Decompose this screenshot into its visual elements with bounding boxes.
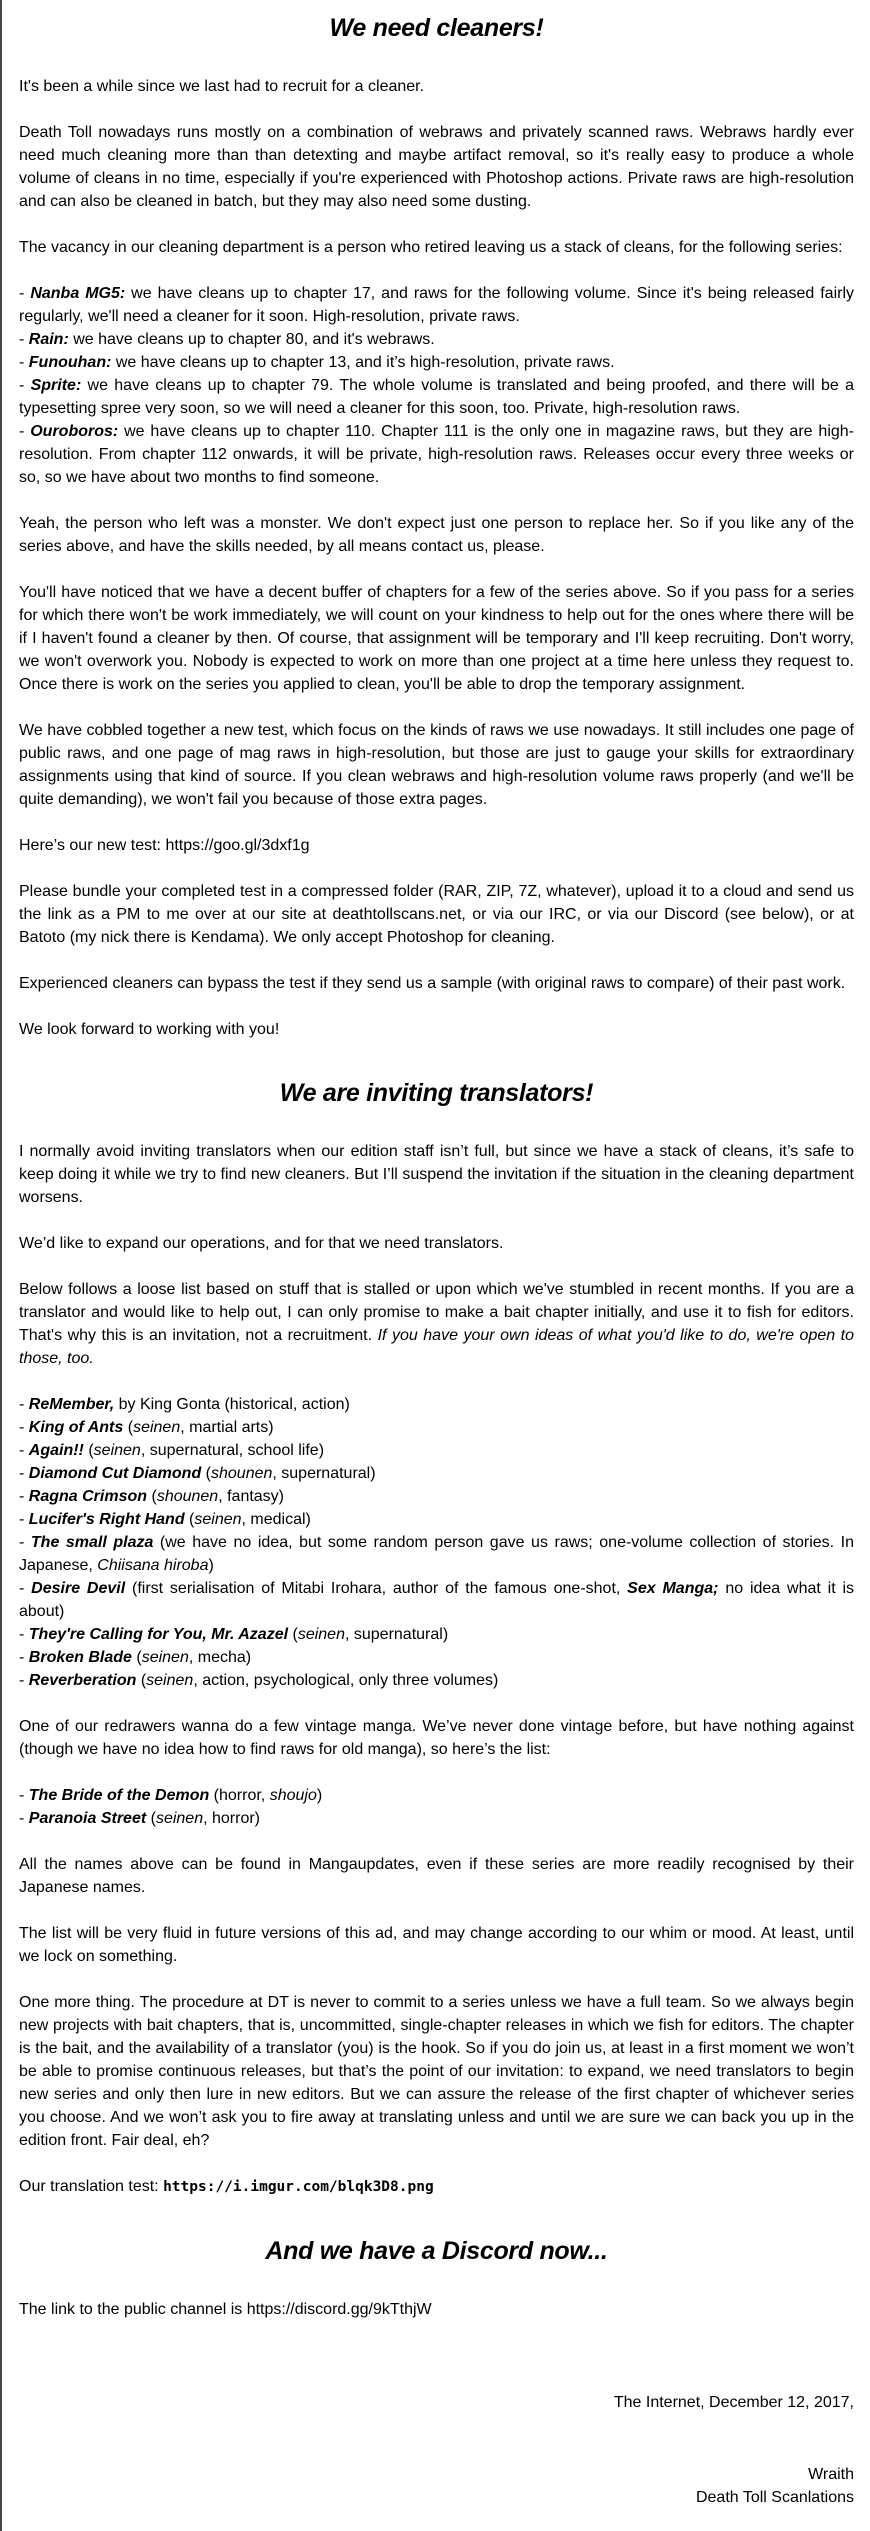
text-run: ( (136, 1672, 147, 1689)
text-run: , horror) (203, 1810, 261, 1827)
list-item-mr-azazel (19, 1623, 854, 1646)
text-run: https://i.imgur.com/blqk3D8.png (163, 2179, 434, 2195)
paragraph-new-test: We have cobbled together a new test, which focus on the kinds of raws we use nowadays. It still includes one page of public raws, and one page of mag raws in high-resolution, but those are just to gauge your skills for extraordinary assignments using that kind of source. If you clean webraws and high-resolution volume raws properly (and we'll be quite demanding), we won't fail you because of those extra pages. (19, 722, 854, 808)
text-run: seinen (155, 1810, 204, 1827)
text-run: - (19, 354, 29, 371)
list-item-reverberation (19, 1669, 854, 1692)
text-run: - (19, 1580, 32, 1597)
text-run: Rain: (28, 331, 69, 348)
text-run: ReMember, (28, 1396, 115, 1413)
list-item-king-of-ants (19, 1416, 854, 1439)
text-run: seinen (146, 1672, 194, 1689)
text-run: seinen (297, 1626, 345, 1643)
list-item-ouroboros (19, 420, 854, 489)
section-discord (19, 2237, 854, 2321)
text-run: ( (83, 1442, 94, 1459)
signature-date: The Internet, December 12, 2017, (613, 2394, 854, 2411)
text-run: , mecha) (188, 1649, 252, 1666)
text-run: Desire Devil (31, 1580, 126, 1597)
text-run: - (19, 1442, 29, 1459)
list-item-paranoia-street (19, 1807, 854, 1830)
text-run: Reverberation (28, 1672, 137, 1689)
paragraph-loose-list (19, 1278, 854, 1370)
text-run: - (19, 1787, 29, 1804)
paragraph-procedure: One more thing. The procedure at DT is never to commit to a series unless we have a full team. So we always begin new projects with bait chapters, that is, uncommitted, single-chapter releases in which we fish for editors. The chapter is the bait, and the availability of a translator (you) is the hook. So if you do join us, at least in a first moment we won’t be able to promise continuous releases, but that’s the point of our invitation: to expand, we need translators to begin new series and only then lure in new editors. But we can assure the release of the first chapter of whichever series you choose. And we won’t ask you to fire away at translating unless and until we are sure we can back you up in the edition front. Fair deal, eh? (19, 1994, 854, 2149)
text-run: we have cleans up to chapter 79. The whole volume is translated and being proofed, and there will be a typesetting spree very soon, so we will need a cleaner for this soon, too. Private, high-resolution raws. (19, 377, 855, 417)
text-run: Broken Blade (28, 1649, 132, 1666)
text-run: - (19, 1626, 29, 1643)
text-run: Paranoia Street (28, 1810, 147, 1827)
text-run: , supernatural, school life) (140, 1442, 325, 1459)
paragraph-mangaupdates: All the names above can be found in Mangaupdates, even if these series are more readily recognised by their Japanese names. (19, 1856, 854, 1896)
text-run: - (19, 1810, 29, 1827)
text-run: ( (184, 1511, 195, 1528)
text-run: , fantasy) (218, 1488, 285, 1505)
text-run: Lucifer's Right Hand (28, 1511, 185, 1528)
text-run: The small plaza (30, 1534, 154, 1551)
text-run: They're Calling for You, Mr. Azazel (28, 1626, 289, 1643)
paragraph-monster: Yeah, the person who left was a monster. We don't expect just one person to replace her. So if you like any of the series above, and have the skills needed, by all means contact us, please. (19, 515, 854, 555)
list-item-remember (19, 1393, 854, 1416)
text-run: , supernatural) (272, 1465, 376, 1482)
paragraph-buffer: You'll have noticed that we have a decent buffer of chapters for a few of the series above. So if you pass for a series for which there won't be work immediately, we will count on your kindness to help out for the ones where there will be if I haven't found a cleaner by then. Of course, that assignment will be temporary and I'll keep recruiting. Don't worry, we won't overwork you. Nobody is expected to work on more than one project at a time here unless they request to. Once there is work on the series you applied to clean, you'll be able to drop the temporary assignment. (19, 584, 854, 693)
paragraph-invite-policy: I normally avoid inviting translators when our edition staff isn’t full, but since we have a stack of cleans, it’s safe to keep doing it while we try to find new cleaners. But I’ll suspend the invitation if the situation in the cleaning department worsens. (19, 1143, 854, 1206)
text-run: - (19, 1419, 29, 1436)
text-run: - (19, 1649, 29, 1666)
text-run: - (19, 1534, 31, 1551)
text-run: - (19, 1465, 29, 1482)
text-run: ( (131, 1649, 142, 1666)
heading-discord: And we have a Discord now... (265, 2237, 608, 2265)
text-run: shounen (156, 1488, 219, 1505)
text-run: - (19, 1672, 29, 1689)
text-run: (horror, (209, 1787, 270, 1804)
signature-name: Wraith (808, 2466, 854, 2483)
text-run: The Bride of the Demon (28, 1787, 210, 1804)
text-run: we have cleans up to chapter 80, and it's webraws. (68, 331, 435, 348)
notice-content (2, 0, 870, 2391)
signature-group: Death Toll Scanlations (695, 2489, 854, 2506)
text-run: we have cleans up to chapter 13, and it’s high-resolution, private raws. (111, 354, 615, 371)
text-run: we have cleans up to chapter 110. Chapter 111 is the only one in magazine raws, but they are high-resolution. From chapter 112 onwards, it will be private, high-resolution raws. Releases occur every three weeks or so, so we have about two months to find someone. (19, 423, 855, 486)
text-run: ) (208, 1557, 214, 1574)
list-item-the-small-plaza (19, 1531, 854, 1577)
text-run: Funouhan: (28, 354, 112, 371)
text-run: - (19, 1396, 29, 1413)
list-item-funouhan (19, 351, 854, 374)
text-run: ( (146, 1810, 156, 1827)
paragraph-submission: Please bundle your completed test in a compressed folder (RAR, ZIP, 7Z, whatever), upload it to a cloud and send us the link as a PM to me over at our site at deathtollscans.net, or via our IRC, or via our Discord (see below), or at Batoto (my nick there is Kendama). We only accept Photoshop for cleaning. (19, 883, 854, 946)
cleaner-series-list (19, 282, 854, 489)
heading-translators: We are inviting translators! (279, 1079, 594, 1107)
text-run: Again!! (28, 1442, 84, 1459)
text-run: , action, psychological, only three volumes) (193, 1672, 499, 1689)
text-run: ( (147, 1488, 157, 1505)
list-item-sprite (19, 374, 854, 420)
text-run: Below follows a loose list based on stuff that is stalled or upon which we've stumbled in recent months. If you are a translator and would like to help out, I can only promise to make a bait chapter initially, and use it to fish for editors. That's why this is an invitation, not a recruitment. (19, 1281, 854, 1344)
text-run: - (19, 1511, 29, 1528)
list-item-again (19, 1439, 854, 1462)
vintage-series-list (19, 1784, 854, 1830)
text-run: Ragna Crimson (28, 1488, 148, 1505)
list-item-bride-of-the-demon (19, 1784, 854, 1807)
text-run: King of Ants (28, 1419, 124, 1436)
paragraph-expand: We’d like to expand our operations, and for that we need translators. (19, 1235, 504, 1252)
text-run: Chiisana hiroba (97, 1557, 209, 1574)
paragraph-vintage: One of our redrawers wanna do a few vintage manga. We’ve never done vintage before, but have nothing against (though we have no idea how to find raws for old manga), so here’s the list: (19, 1718, 854, 1758)
heading-cleaners: We need cleaners! (329, 14, 544, 42)
paragraph-translation-test (19, 2175, 854, 2199)
text-run: - (19, 1488, 29, 1505)
text-run: If you have your own ideas of what you'd like to do, we're open to those, too. (19, 1327, 855, 1367)
text-run: by King Gonta (historical, action) (114, 1396, 350, 1413)
paragraph-bypass: Experienced cleaners can bypass the test if they send us a sample (with original raws to compare) of their past work. (19, 975, 846, 992)
list-item-nanba-mg5 (19, 282, 854, 328)
text-run: - (19, 285, 31, 302)
text-run: ( (123, 1419, 134, 1436)
text-run: , supernatural) (344, 1626, 449, 1643)
list-item-diamond-cut-diamond (19, 1462, 854, 1485)
text-run: seinen (93, 1442, 141, 1459)
text-run: shoujo (269, 1787, 317, 1804)
text-run: , martial arts) (180, 1419, 274, 1436)
list-item-ragna-crimson (19, 1485, 854, 1508)
text-run: - (19, 423, 31, 440)
text-run: Diamond Cut Diamond (28, 1465, 202, 1482)
paragraph-closing: We look forward to working with you! (19, 1021, 280, 1038)
paragraph-cleaners-intro: It's been a while since we last had to recruit for a cleaner. (19, 78, 425, 95)
text-run: Sprite: (30, 377, 82, 394)
paragraph-raws-overview: Death Toll nowadays runs mostly on a combination of webraws and privately scanned raws. Webraws hardly ever need much cleaning more than than detexting and maybe artifact removal, so it's really easy to produce a whole volume of cleans in no time, especially if you're experienced with Photoshop actions. Private raws are high-resolution and can also be cleaned in batch, but they may also need some dusting. (19, 124, 854, 210)
text-run: , medical) (241, 1511, 311, 1528)
text-run: no idea what it is about) (19, 1580, 855, 1620)
text-run: seinen (133, 1419, 181, 1436)
text-run: ) (316, 1787, 323, 1804)
text-run: Sex Manga; (627, 1580, 719, 1597)
text-run: ( (201, 1465, 211, 1482)
text-run: - (19, 377, 31, 394)
text-run: seinen (141, 1649, 189, 1666)
translator-series-list (19, 1393, 854, 1692)
list-item-desire-devil (19, 1577, 854, 1623)
text-run: Our translation test: (19, 2178, 164, 2195)
text-run: Ouroboros: (30, 423, 119, 440)
signature-block (2, 2391, 870, 2531)
paragraph-test-link: Here’s our new test: https://goo.gl/3dxf1g (19, 837, 310, 854)
text-run: (we have no idea, but some random person gave us raws; one-volume collection of stories. In Japanese, (19, 1534, 855, 1574)
text-run: Nanba MG5: (30, 285, 126, 302)
list-item-broken-blade (19, 1646, 854, 1669)
text-run: we have cleans up to chapter 17, and raws for the following volume. Since it's being released fairly regularly, we'll need a cleaner for it soon. High-resolution, private raws. (19, 285, 855, 325)
section-translators (19, 1079, 854, 2199)
text-run: seinen (194, 1511, 242, 1528)
list-item-rain (19, 328, 854, 351)
paragraph-discord-link: The link to the public channel is https://discord.gg/9kTthjW (19, 2301, 432, 2318)
list-item-lucifers-right-hand (19, 1508, 854, 1531)
text-run: ( (288, 1626, 298, 1643)
text-run: shounen (211, 1465, 273, 1482)
paragraph-fluid-list: The list will be very fluid in future versions of this ad, and may change according to our whim or mood. At least, until we lock on something. (19, 1925, 854, 1965)
text-run: - (19, 331, 29, 348)
paragraph-vacancy: The vacancy in our cleaning department is a person who retired leaving us a stack of cleans, for the following series: (19, 239, 843, 256)
section-cleaners (19, 14, 854, 1041)
text-run: (first serialisation of Mitabi Irohara, author of the famous one-shot, (125, 1580, 628, 1597)
